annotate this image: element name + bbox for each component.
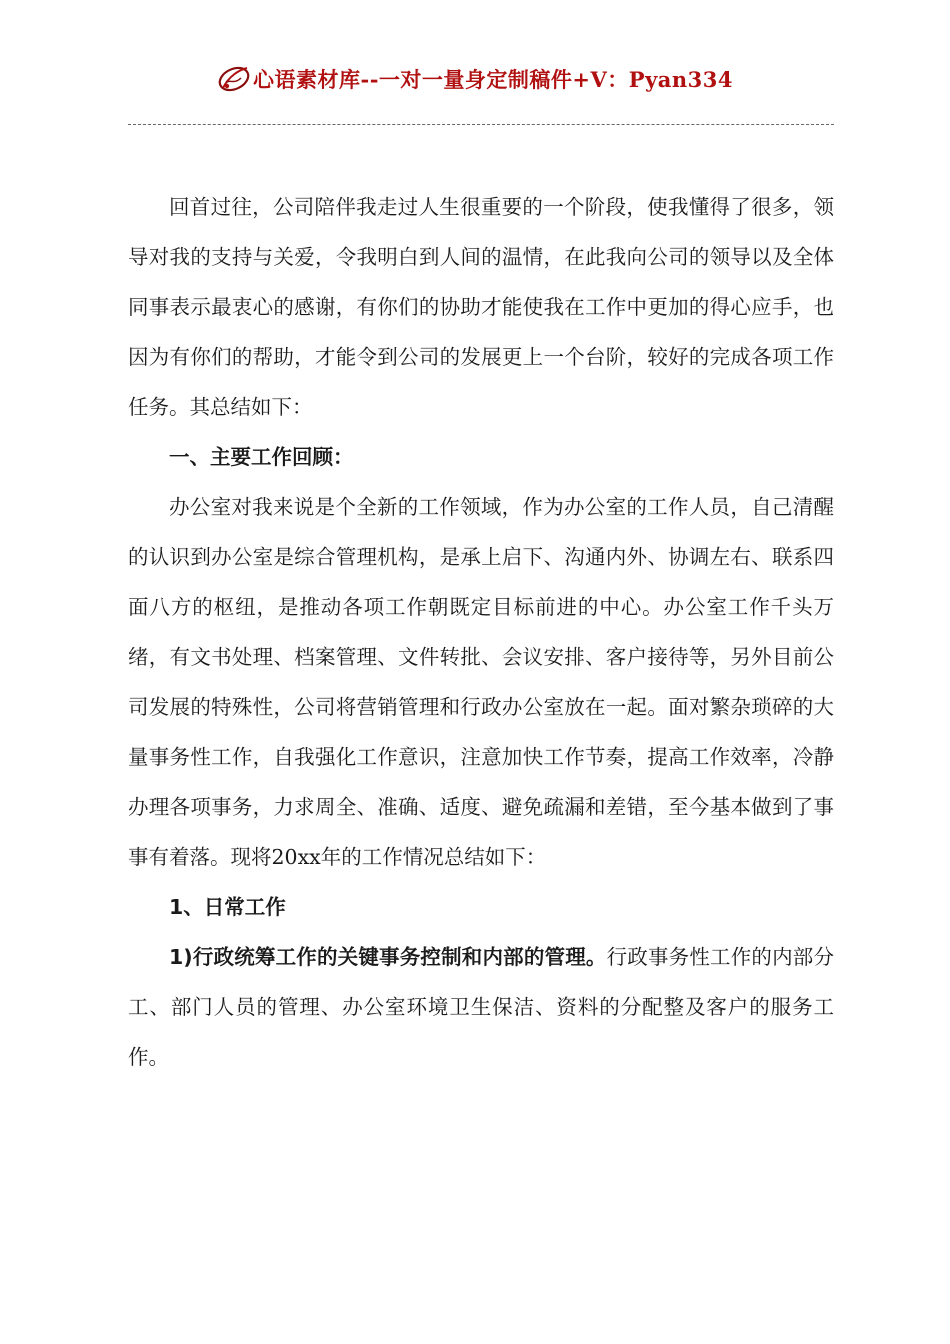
heading-main-review: 一、主要工作回顾： — [169, 445, 354, 469]
paragraph-office-overview: 办公室对我来说是个全新的工作领域，作为办公室的工作人员，自己清醒的认识到办公室是综合管理机构，是承上启下、沟通内外、协调左右、联系四面八方的枢纽，是推动各项工作朝既定目标前进的中心。办公室工作千头万绪，有文书处理、档案管理、文件转批、会议安排、客户接待等，另外目前公司发展的特殊性，公司将营销管理和行政办公室放在一起。面对繁杂琐碎的大量事务性工作，自我强化工作意识，注意加快工作节奏，提高工作效率，冷静办理各项事务，力求周全、准确、适度、避免疏漏和差错，至今基本做到了事事有着落。现将20xx年的工作情况总结如下： — [128, 495, 834, 869]
heading-daily-work: 1、日常工作 — [169, 895, 286, 919]
swirl-logo-icon — [217, 62, 251, 96]
document-body — [128, 182, 834, 1082]
page-header — [0, 62, 950, 102]
paragraph-intro: 回首过往，公司陪伴我走过人生很重要的一个阶段，使我懂得了很多，领导对我的支持与关爱，令我明白到人间的温情，在此我向公司的领导以及全体同事表示最衷心的感谢，有你们的协助才能使我在工作中更加的得心应手，也因为有你们的帮助，才能令到公司的发展更上一个台阶，较好的完成各项工作任务。其总结如下： — [128, 195, 834, 419]
paragraph-admin-control — [128, 932, 834, 1082]
header-divider — [128, 124, 834, 125]
header-title: 心语素材库--一对一量身定制稿件+V：Pyan334 — [252, 67, 734, 92]
paragraph-lead-rest: 行政事务性工作的内部分工、部门人员的管理、办公室环境卫生保洁、资料的分配整及客户的服务工作。 — [128, 945, 834, 1069]
header-inner — [217, 62, 733, 96]
paragraph-lead-bold: 1)行政统筹工作的关键事务控制和内部的管理。 — [169, 945, 607, 969]
